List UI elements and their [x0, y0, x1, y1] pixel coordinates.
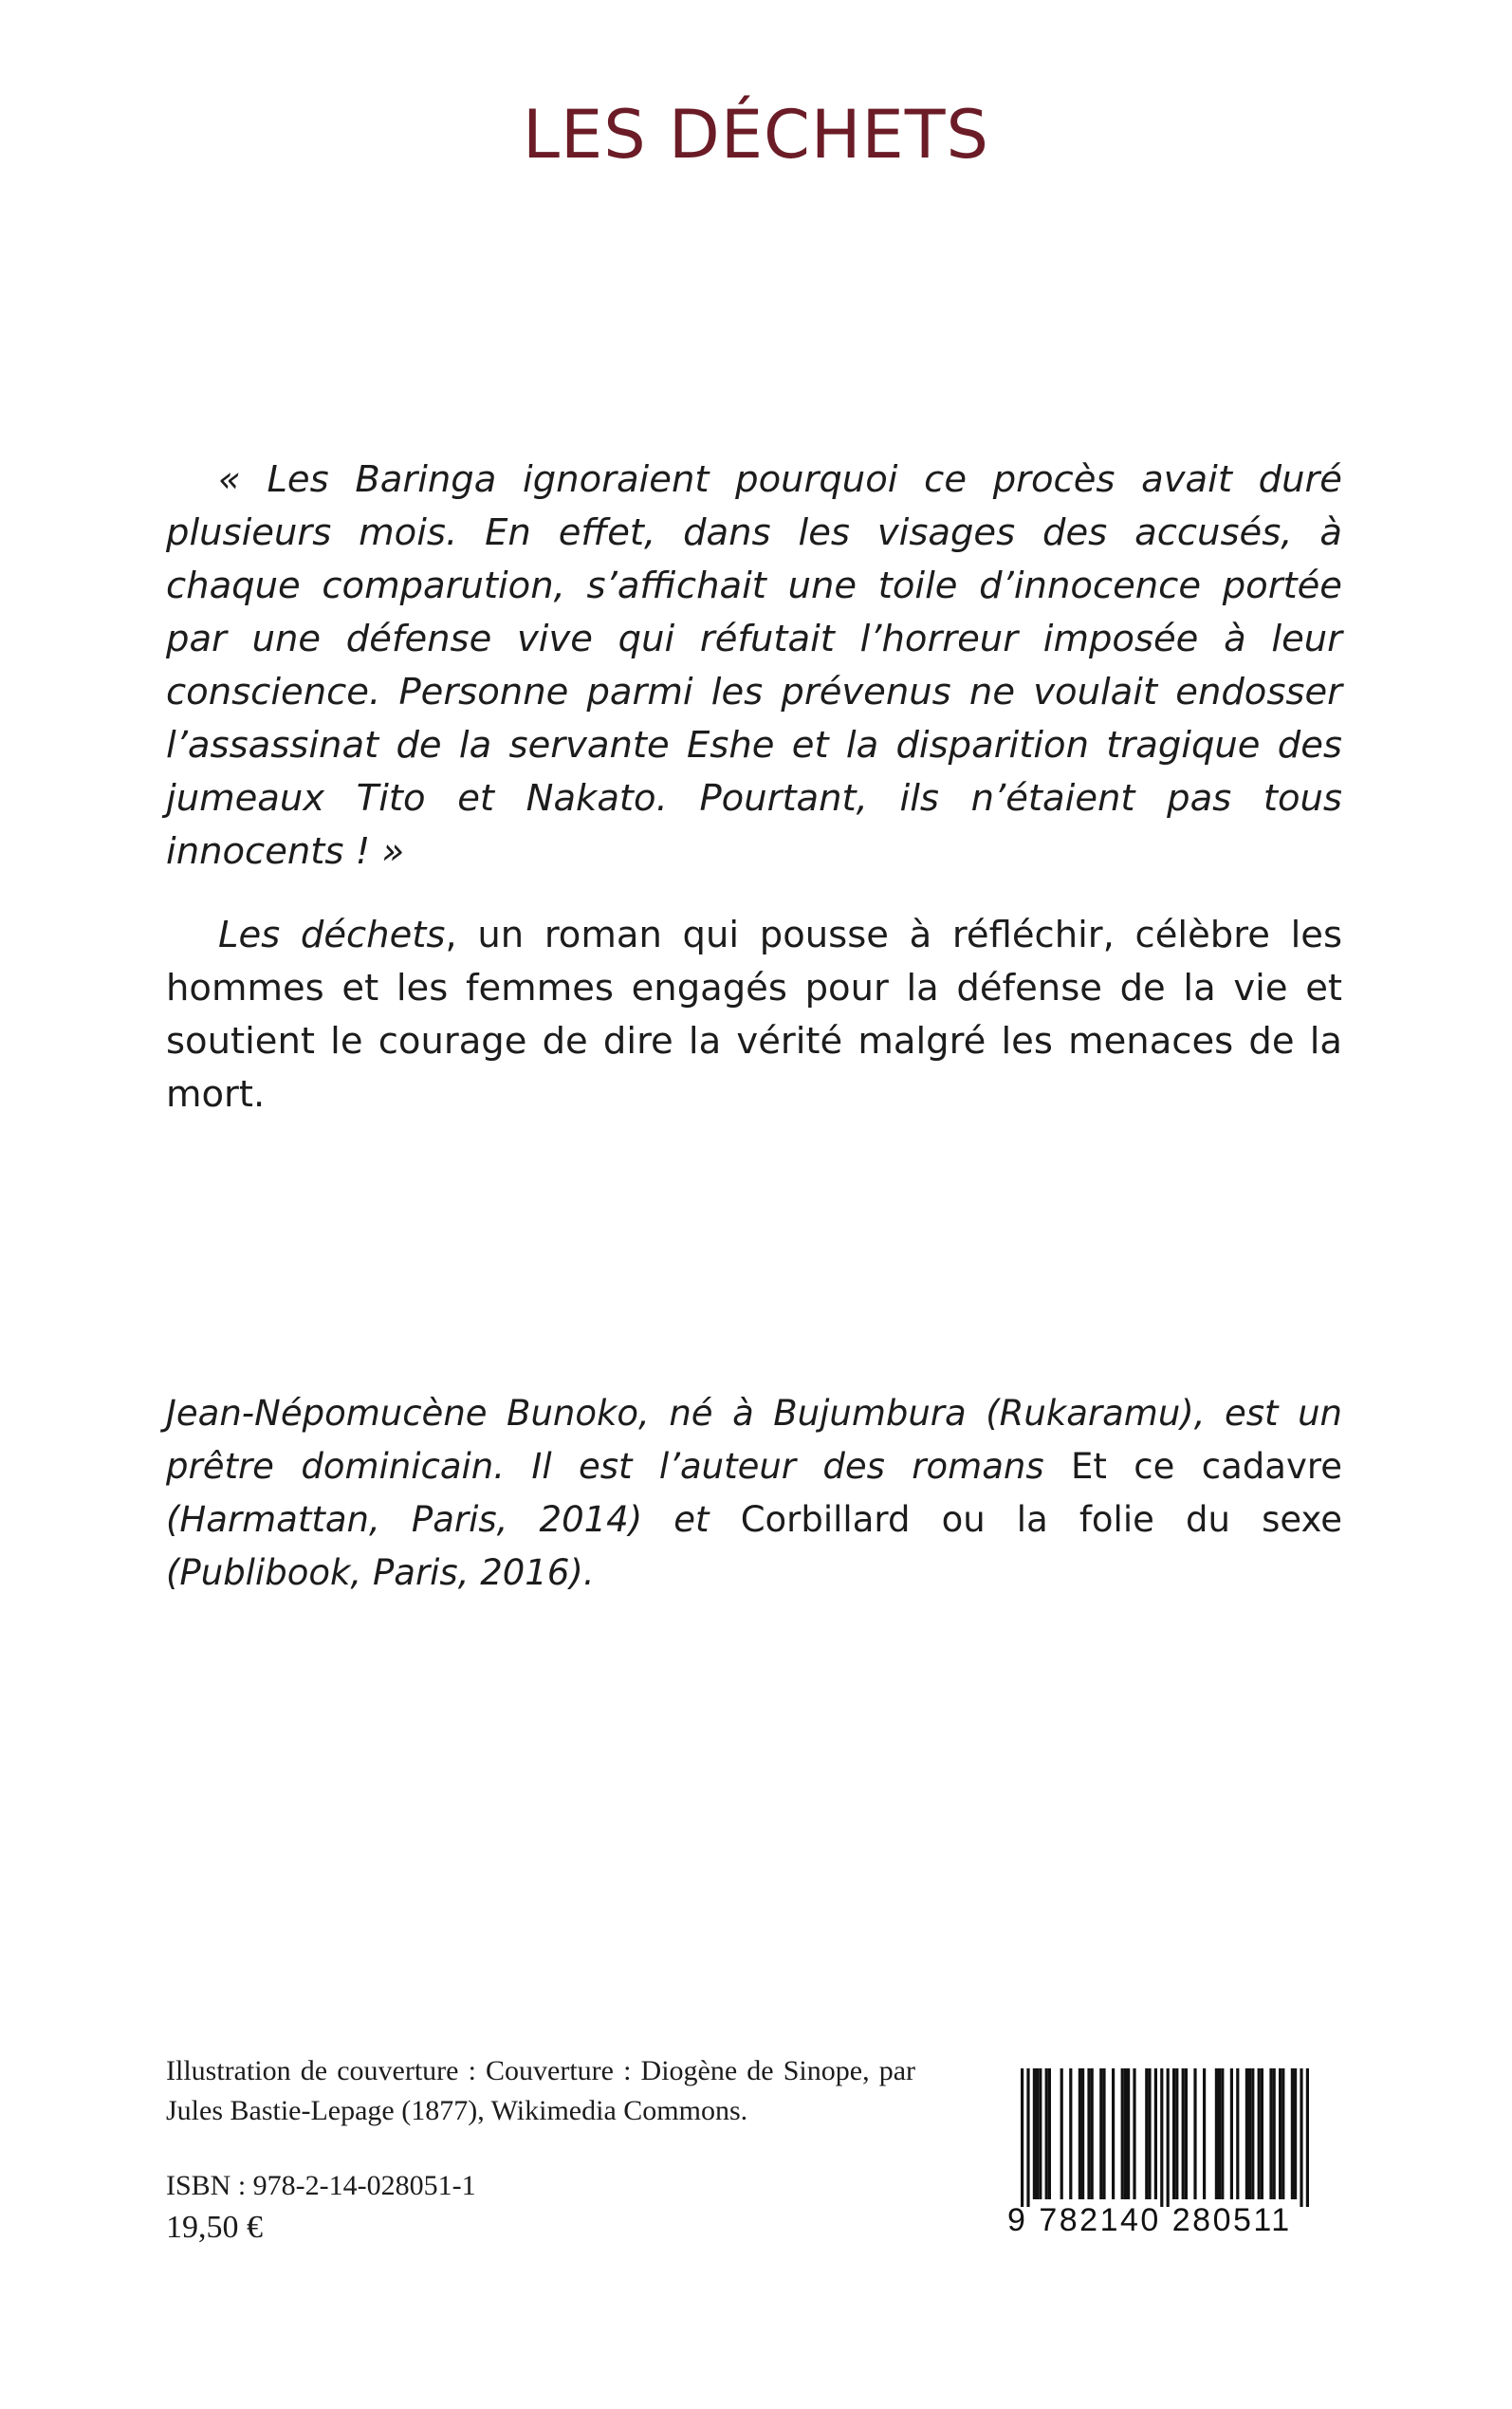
bio-book-title-2: Corbillard ou la folie du sexe	[740, 1499, 1342, 1540]
barcode-bar	[1218, 2068, 1221, 2199]
barcode-bar	[1182, 2068, 1185, 2199]
barcode-bar	[1081, 2068, 1084, 2199]
barcode-bar	[1121, 2068, 1124, 2199]
barcode-bar	[1079, 2068, 1081, 2199]
barcode-guard-bar	[1300, 2068, 1302, 2207]
barcode-bar	[1112, 2068, 1115, 2199]
price: 19,50 €	[166, 2210, 263, 2245]
barcode-bar	[1185, 2068, 1188, 2199]
barcode-bar	[1279, 2068, 1282, 2199]
barcode-bar	[1145, 2068, 1148, 2199]
isbn: ISBN : 978-2-14-028051-1	[166, 2170, 476, 2201]
barcode-bar	[1048, 2068, 1051, 2199]
barcode-bar	[1036, 2068, 1039, 2199]
barcode-bar	[1236, 2068, 1239, 2199]
barcode-bar	[1060, 2068, 1063, 2199]
barcode-bar	[1261, 2068, 1263, 2199]
barcode-bar	[1154, 2068, 1157, 2199]
barcode-digits: 9 782140 280511	[1007, 2202, 1292, 2238]
bio-text-1: Jean-Népomucène Bunoko, né à Bujumbura (Rukaramu), est un prêtre dominicain. Il est l’auteur des romans	[166, 1393, 1342, 1487]
illustration-credits: Illustration de couverture : Couverture : Diogène de Sinope, par Jules Bastie-Lepage (1877), Wikimedia Commons.	[166, 2055, 915, 2126]
barcode-guard-bar	[1160, 2068, 1163, 2207]
barcode-bar	[1039, 2068, 1042, 2199]
barcode-bar	[1282, 2068, 1284, 2199]
barcode-bar	[1193, 2068, 1196, 2199]
barcode-bar	[1258, 2068, 1261, 2199]
book-blurb	[166, 909, 1342, 1121]
barcode-bar	[1230, 2068, 1233, 2199]
excerpt-quote-text: « Les Baringa ignoraient pourquoi ce procès avait duré plusieurs mois. En effet, dans les visages des accusés, à chaque comparution, s’affichait une toile d’innocence portée par une défense vive qui réfutait l’horreur imposée à leur conscience. Personne parmi les prévenus ne voulait endosser l’assassinat de la servante Eshe et la disparition tragique des jumeaux Tito et Nakato. Pourtant, ils n’étaient pas tous innocents ! »	[166, 458, 1342, 873]
bio-book-title-1: Et ce cadavre	[1071, 1446, 1342, 1487]
barcode-bar	[1102, 2068, 1105, 2199]
barcode	[998, 2065, 1324, 2243]
barcode-bar	[1273, 2068, 1276, 2199]
author-bio	[166, 1387, 1342, 1600]
barcode-bar	[1291, 2068, 1294, 2199]
blurb-text: , un roman qui pousse à réfléchir, célèbre les hommes et les femmes engagés pour la défense de la vie et soutient le courage de dire la vérité malgré les menaces de la mort.	[166, 914, 1343, 1116]
barcode-bar	[1133, 2068, 1135, 2199]
barcode-bar	[1294, 2068, 1297, 2199]
barcode-bar	[1172, 2068, 1175, 2199]
bio-text-3: (Publibook, Paris, 2016).	[166, 1552, 595, 1593]
barcode-bar	[1215, 2068, 1218, 2199]
blurb-book-title: Les déchets	[218, 914, 446, 956]
barcode-bar	[1203, 2068, 1206, 2199]
barcode-bars	[998, 2065, 1324, 2207]
barcode-bar	[1124, 2068, 1127, 2199]
barcode-bar	[1087, 2068, 1090, 2199]
barcode-bar	[1245, 2068, 1248, 2199]
barcode-bar	[1045, 2068, 1048, 2199]
barcode-bar	[1269, 2068, 1272, 2199]
barcode-bar	[1069, 2068, 1072, 2199]
barcode-bar	[1091, 2068, 1094, 2199]
barcode-bar	[1175, 2068, 1178, 2199]
barcode-bar	[1148, 2068, 1151, 2199]
barcode-bar	[1221, 2068, 1224, 2199]
barcode-guard-bar	[1026, 2068, 1029, 2207]
book-title: LES DÉCHETS	[523, 96, 989, 174]
barcode-bar	[1248, 2068, 1251, 2199]
barcode-guard-bar	[1021, 2068, 1023, 2207]
excerpt-quote	[166, 454, 1342, 879]
bio-text-2: (Harmattan, Paris, 2014) et	[166, 1499, 741, 1540]
barcode-bar	[1099, 2068, 1102, 2199]
barcode-bar	[1127, 2068, 1130, 2199]
barcode-guard-bar	[1306, 2068, 1309, 2207]
barcode-guard-bar	[1167, 2068, 1170, 2207]
barcode-bar	[1033, 2068, 1036, 2199]
barcode-bar	[1251, 2068, 1254, 2199]
